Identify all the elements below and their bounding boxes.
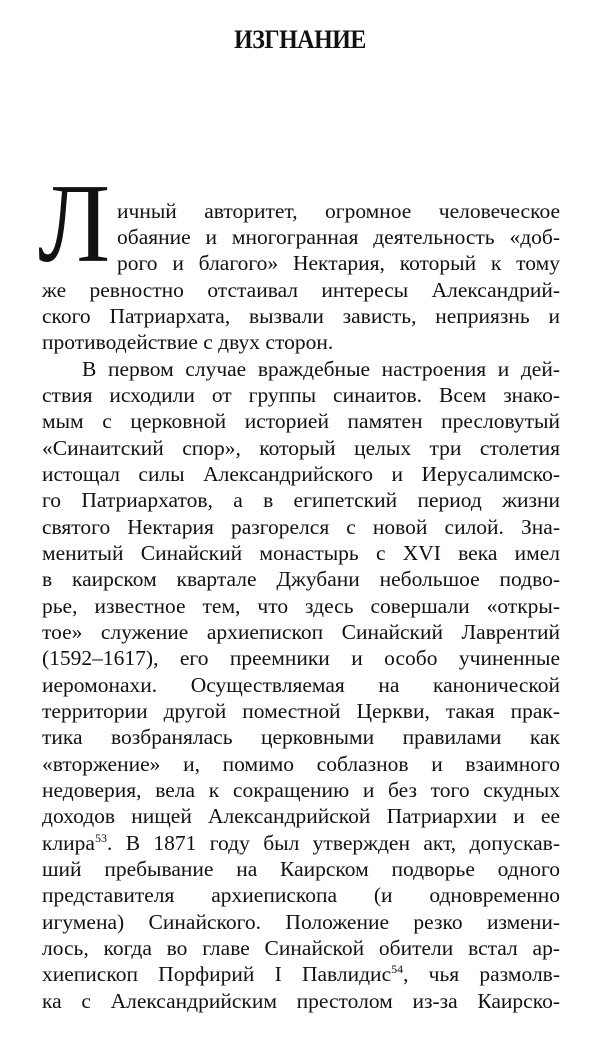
text-line: противодействие с двух сторон. [42,330,334,354]
text-segment: , чья размолв- [403,962,560,986]
text-line: В первом случае враждебные настроения и дей- [82,357,560,381]
text-segment: . В 1871 году был утвержден акт, допускав- [106,831,560,855]
text-line: тое» служение архиепископ Синайский Лаврентий [42,620,560,644]
text-line-with-footnote [42,830,560,856]
text-line: святого Нектария разгорелся с новой силой. Зна- [42,515,560,539]
text-line: менитый Синайский монастырь с XVI века имел [42,541,560,565]
text-line: рье, известное тем, что здесь совершали «откры- [42,594,560,618]
text-line: ского Патриархата, вызвали зависть, неприязнь и [42,304,560,328]
footnote-ref-54[interactable]: 54 [391,962,404,976]
text-line: недоверия, вела к сокращению и без того скудных [42,778,560,802]
text-line: «Синаитский спор», который целых три столетия [42,436,560,460]
text-line: же ревностно отстаивал интересы Александрий- [42,278,560,302]
text-segment: клира [42,831,95,855]
text-line: ка с Александрийским престолом из-за Каирско- [42,989,560,1013]
text-line-with-footnote [42,961,560,987]
text-line: (1592–1617), его преемники и особо учиненные [42,646,560,670]
text-line: «вторжение» и, помимо соблазнов и взаимного [42,752,560,776]
text-line: ствия исходили от группы синаитов. Всем знако- [42,383,560,407]
footnote-ref-53[interactable]: 53 [94,831,107,845]
text-line: обаяние и многогранная деятельность «доб- [117,225,560,249]
text-line: в каирском квартале Джубани небольшое подво- [42,567,560,591]
text-line: территории другой поместной Церкви, такая прак- [42,699,560,723]
text-line: игумена) Синайского. Положение резко измени- [42,910,560,934]
text-segment: хиепископ Порфирий I Павлидис [42,962,392,986]
text-line: истощал силы Александрийского и Иерусалимско- [42,462,560,486]
text-line: доходов нищей Александрийской Патриархии и ее [42,804,560,828]
drop-cap-letter: Л [38,162,111,286]
text-line: ичный авторитет, огромное человеческое [117,199,560,223]
text-line: иеромонахи. Осуществляемая на канонической [42,673,560,697]
text-line: го Патриархатов, а в египетский период жизни [42,488,560,512]
text-line: ший пребывание на Каирском подворье одного [42,857,560,881]
text-line: лось, когда во главе Синайской обители встал ар- [42,936,560,960]
text-line: представителя архиепископа (и одновременно [42,883,560,907]
chapter-title: ИЗГНАНИЕ [234,25,366,54]
text-line: тика возбранялась церковными правилами как [42,725,560,749]
text-line: рого и благого» Нектария, который к тому [117,251,560,275]
text-line: мым с церковной историей памятен пресловутый [42,409,560,433]
